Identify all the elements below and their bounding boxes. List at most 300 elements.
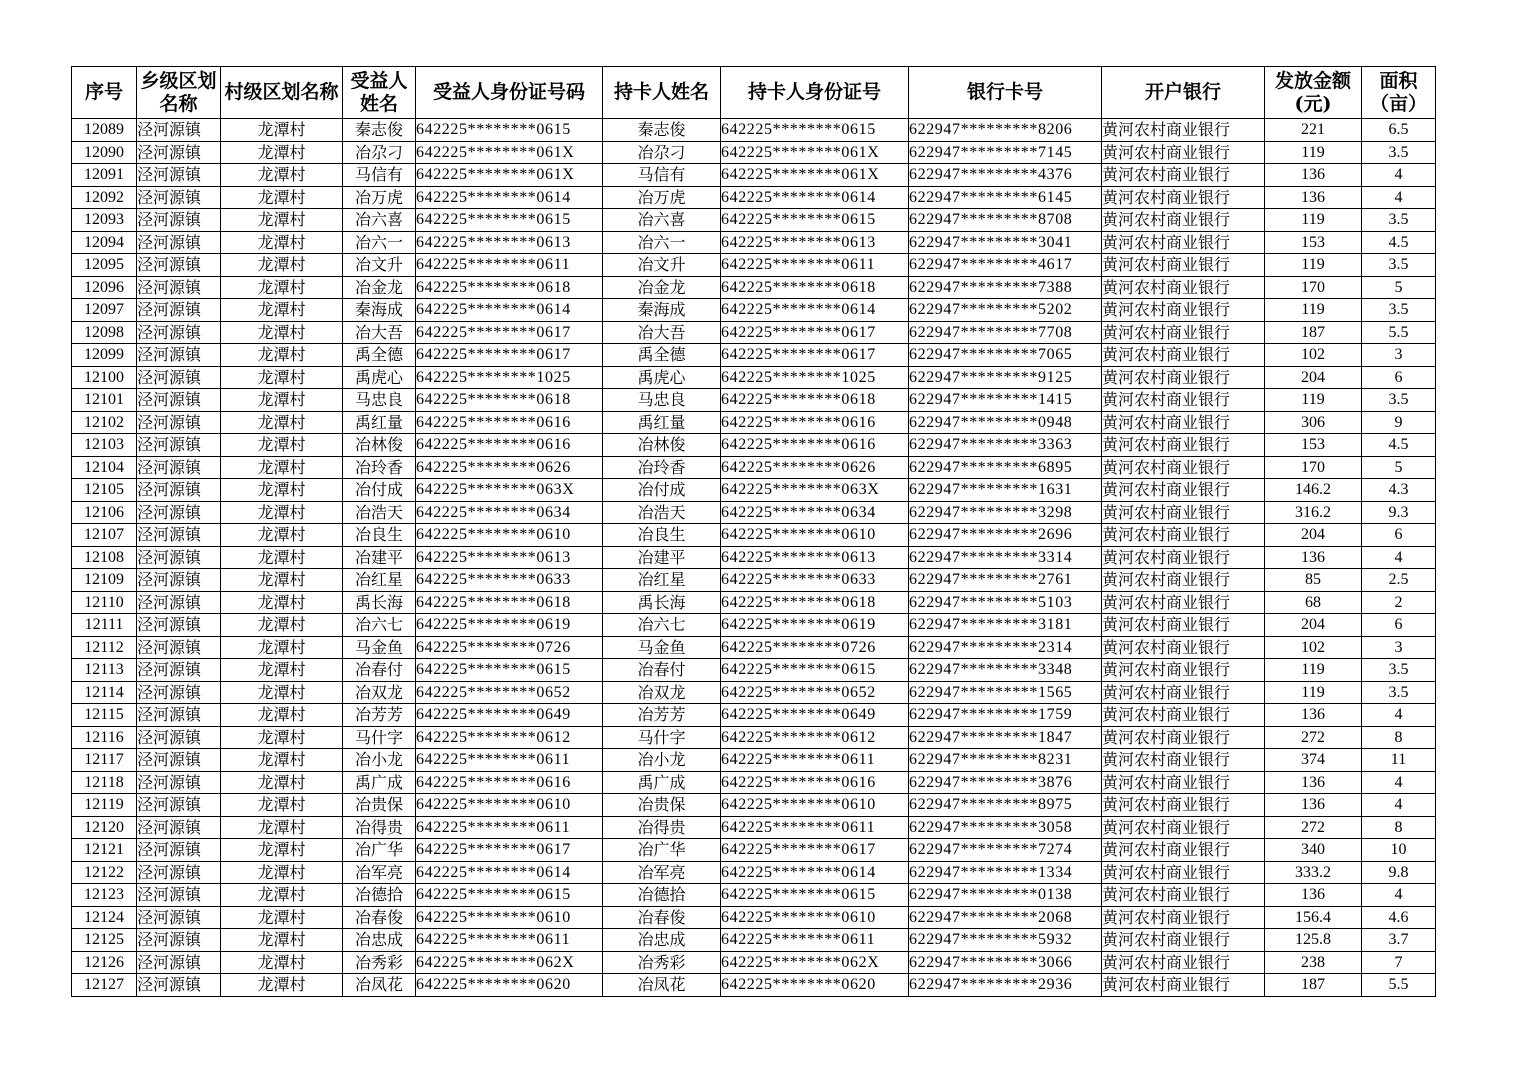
cell-town: 泾河源镇 — [137, 231, 221, 254]
table-row — [72, 209, 1436, 232]
cell-beneficiary-id: 642225********0616 — [416, 771, 603, 794]
cell-bank: 黄河农村商业银行 — [1102, 636, 1265, 659]
table-row — [72, 614, 1436, 637]
cell-cardholder-id: 642225********0610 — [721, 524, 909, 547]
cell-village: 龙潭村 — [221, 456, 343, 479]
cell-beneficiary-name: 冶广华 — [343, 839, 416, 862]
cell-amount: 333.2 — [1265, 861, 1362, 884]
cell-town: 泾河源镇 — [137, 839, 221, 862]
table-row — [72, 839, 1436, 862]
cell-cardholder-name: 冶红星 — [603, 569, 721, 592]
cell-amount: 170 — [1265, 456, 1362, 479]
cell-bank: 黄河农村商业银行 — [1102, 389, 1265, 412]
cell-village: 龙潭村 — [221, 726, 343, 749]
cell-village: 龙潭村 — [221, 659, 343, 682]
cell-area: 4 — [1362, 704, 1436, 727]
table-row — [72, 929, 1436, 952]
cell-seq: 12112 — [72, 636, 137, 659]
cell-cardholder-name: 禹全德 — [603, 344, 721, 367]
cell-cardholder-name: 冶林俊 — [603, 434, 721, 457]
cell-beneficiary-name: 冶小龙 — [343, 749, 416, 772]
cell-bank-card: 622947*********7388 — [909, 276, 1102, 299]
cell-seq: 12119 — [72, 794, 137, 817]
cell-beneficiary-id: 642225********0610 — [416, 794, 603, 817]
cell-bank: 黄河农村商业银行 — [1102, 884, 1265, 907]
cell-amount: 204 — [1265, 366, 1362, 389]
cell-village: 龙潭村 — [221, 276, 343, 299]
cell-beneficiary-id: 642225********0726 — [416, 636, 603, 659]
cell-amount: 306 — [1265, 411, 1362, 434]
cell-beneficiary-name: 冶六喜 — [343, 209, 416, 232]
cell-village: 龙潭村 — [221, 501, 343, 524]
cell-beneficiary-name: 冶贵保 — [343, 794, 416, 817]
cell-cardholder-id: 642225********0615 — [721, 119, 909, 142]
cell-cardholder-id: 642225********0611 — [721, 254, 909, 277]
cell-amount: 136 — [1265, 771, 1362, 794]
cell-beneficiary-name: 冶春付 — [343, 659, 416, 682]
cell-beneficiary-name: 禹广成 — [343, 771, 416, 794]
cell-cardholder-name: 冶春俊 — [603, 906, 721, 929]
cell-amount: 119 — [1265, 299, 1362, 322]
cell-area: 2 — [1362, 591, 1436, 614]
cell-bank: 黄河农村商业银行 — [1102, 839, 1265, 862]
table-row — [72, 164, 1436, 187]
cell-cardholder-name: 冶六一 — [603, 231, 721, 254]
cell-seq: 12097 — [72, 299, 137, 322]
cell-village: 龙潭村 — [221, 254, 343, 277]
cell-beneficiary-id: 642225********0612 — [416, 726, 603, 749]
cell-town: 泾河源镇 — [137, 816, 221, 839]
cell-seq: 12125 — [72, 929, 137, 952]
cell-cardholder-id: 642225********061X — [721, 164, 909, 187]
cell-area: 6 — [1362, 366, 1436, 389]
cell-cardholder-name: 冶良生 — [603, 524, 721, 547]
table-row — [72, 276, 1436, 299]
cell-bank: 黄河农村商业银行 — [1102, 344, 1265, 367]
cell-town: 泾河源镇 — [137, 929, 221, 952]
cell-town: 泾河源镇 — [137, 681, 221, 704]
cell-beneficiary-id: 642225********0615 — [416, 119, 603, 142]
cell-beneficiary-id: 642225********0614 — [416, 299, 603, 322]
cell-seq: 12126 — [72, 951, 137, 974]
table-row — [72, 389, 1436, 412]
cell-village: 龙潭村 — [221, 569, 343, 592]
cell-bank: 黄河农村商业银行 — [1102, 231, 1265, 254]
cell-cardholder-name: 冶双龙 — [603, 681, 721, 704]
cell-beneficiary-id: 642225********061X — [416, 141, 603, 164]
cell-cardholder-id: 642225********0613 — [721, 231, 909, 254]
cell-cardholder-id: 642225********0620 — [721, 974, 909, 997]
cell-village: 龙潭村 — [221, 524, 343, 547]
table-row — [72, 546, 1436, 569]
cell-bank: 黄河农村商业银行 — [1102, 591, 1265, 614]
cell-beneficiary-id: 642225********0615 — [416, 209, 603, 232]
table-row — [72, 344, 1436, 367]
cell-seq: 12109 — [72, 569, 137, 592]
cell-cardholder-id: 642225********0614 — [721, 299, 909, 322]
cell-beneficiary-id: 642225********0617 — [416, 344, 603, 367]
table-row — [72, 636, 1436, 659]
cell-town: 泾河源镇 — [137, 321, 221, 344]
cell-seq: 12093 — [72, 209, 137, 232]
cell-amount: 102 — [1265, 344, 1362, 367]
cell-cardholder-name: 冶春付 — [603, 659, 721, 682]
cell-beneficiary-name: 冶万虎 — [343, 186, 416, 209]
cell-beneficiary-id: 642225********0618 — [416, 276, 603, 299]
cell-cardholder-name: 冶六七 — [603, 614, 721, 637]
cell-cardholder-name: 禹虎心 — [603, 366, 721, 389]
cell-town: 泾河源镇 — [137, 299, 221, 322]
cell-beneficiary-id: 642225********0615 — [416, 884, 603, 907]
cell-cardholder-name: 冶浩天 — [603, 501, 721, 524]
cell-cardholder-name: 马金鱼 — [603, 636, 721, 659]
cell-amount: 85 — [1265, 569, 1362, 592]
cell-seq: 12094 — [72, 231, 137, 254]
cell-town: 泾河源镇 — [137, 209, 221, 232]
table-row — [72, 411, 1436, 434]
cell-beneficiary-name: 禹虎心 — [343, 366, 416, 389]
cell-bank-card: 622947*********6145 — [909, 186, 1102, 209]
cell-area: 9 — [1362, 411, 1436, 434]
cell-cardholder-name: 马信有 — [603, 164, 721, 187]
col-header-area: 面积（亩） — [1362, 67, 1436, 119]
cell-cardholder-id: 642225********0619 — [721, 614, 909, 637]
cell-village: 龙潭村 — [221, 681, 343, 704]
cell-town: 泾河源镇 — [137, 254, 221, 277]
cell-cardholder-name: 冶万虎 — [603, 186, 721, 209]
cell-bank-card: 622947*********8206 — [909, 119, 1102, 142]
cell-cardholder-name: 禹广成 — [603, 771, 721, 794]
cell-cardholder-name: 冶大吾 — [603, 321, 721, 344]
cell-cardholder-id: 642225********0611 — [721, 816, 909, 839]
cell-beneficiary-name: 马什字 — [343, 726, 416, 749]
cell-beneficiary-id: 642225********0619 — [416, 614, 603, 637]
cell-area: 10 — [1362, 839, 1436, 862]
cell-village: 龙潭村 — [221, 366, 343, 389]
table-row — [72, 254, 1436, 277]
cell-seq: 12122 — [72, 861, 137, 884]
cell-seq: 12105 — [72, 479, 137, 502]
cell-seq: 12117 — [72, 749, 137, 772]
cell-bank-card: 622947*********2068 — [909, 906, 1102, 929]
cell-beneficiary-id: 642225********0618 — [416, 591, 603, 614]
cell-amount: 125.8 — [1265, 929, 1362, 952]
cell-beneficiary-id: 642225********062X — [416, 951, 603, 974]
cell-area: 6.5 — [1362, 119, 1436, 142]
cell-cardholder-id: 642225********0634 — [721, 501, 909, 524]
cell-cardholder-name: 禹长海 — [603, 591, 721, 614]
cell-area: 4.3 — [1362, 479, 1436, 502]
cell-cardholder-id: 642225********0633 — [721, 569, 909, 592]
table-row — [72, 569, 1436, 592]
cell-cardholder-name: 冶建平 — [603, 546, 721, 569]
cell-area: 4 — [1362, 164, 1436, 187]
cell-bank: 黄河农村商业银行 — [1102, 141, 1265, 164]
cell-bank: 黄河农村商业银行 — [1102, 974, 1265, 997]
cell-village: 龙潭村 — [221, 749, 343, 772]
col-header-cardholder-name: 持卡人姓名 — [603, 67, 721, 119]
cell-amount: 170 — [1265, 276, 1362, 299]
cell-beneficiary-name: 冶付成 — [343, 479, 416, 502]
table-row — [72, 884, 1436, 907]
table-row — [72, 479, 1436, 502]
cell-amount: 119 — [1265, 254, 1362, 277]
cell-cardholder-name: 冶玲香 — [603, 456, 721, 479]
cell-cardholder-name: 秦海成 — [603, 299, 721, 322]
cell-cardholder-id: 642225********0615 — [721, 659, 909, 682]
cell-seq: 12091 — [72, 164, 137, 187]
cell-beneficiary-id: 642225********0611 — [416, 749, 603, 772]
cell-amount: 272 — [1265, 816, 1362, 839]
cell-bank: 黄河农村商业银行 — [1102, 861, 1265, 884]
cell-beneficiary-name: 冶凤花 — [343, 974, 416, 997]
cell-area: 4.5 — [1362, 434, 1436, 457]
cell-bank-card: 622947*********1631 — [909, 479, 1102, 502]
cell-area: 5 — [1362, 276, 1436, 299]
cell-cardholder-id: 642225********0615 — [721, 884, 909, 907]
cell-beneficiary-name: 冶六七 — [343, 614, 416, 637]
cell-village: 龙潭村 — [221, 479, 343, 502]
cell-beneficiary-name: 冶六一 — [343, 231, 416, 254]
cell-amount: 119 — [1265, 681, 1362, 704]
cell-village: 龙潭村 — [221, 839, 343, 862]
cell-amount: 136 — [1265, 884, 1362, 907]
cell-seq: 12096 — [72, 276, 137, 299]
cell-area: 9.8 — [1362, 861, 1436, 884]
cell-village: 龙潭村 — [221, 704, 343, 727]
cell-cardholder-name: 冶忠成 — [603, 929, 721, 952]
cell-town: 泾河源镇 — [137, 524, 221, 547]
cell-amount: 119 — [1265, 209, 1362, 232]
cell-bank-card: 622947*********6895 — [909, 456, 1102, 479]
cell-village: 龙潭村 — [221, 209, 343, 232]
cell-village: 龙潭村 — [221, 231, 343, 254]
cell-amount: 187 — [1265, 974, 1362, 997]
cell-town: 泾河源镇 — [137, 389, 221, 412]
cell-bank-card: 622947*********3314 — [909, 546, 1102, 569]
table-row — [72, 501, 1436, 524]
cell-cardholder-name: 冶尕刁 — [603, 141, 721, 164]
cell-village: 龙潭村 — [221, 636, 343, 659]
cell-amount: 136 — [1265, 794, 1362, 817]
cell-seq: 12101 — [72, 389, 137, 412]
cell-village: 龙潭村 — [221, 771, 343, 794]
cell-bank-card: 622947*********1847 — [909, 726, 1102, 749]
cell-seq: 12090 — [72, 141, 137, 164]
cell-beneficiary-name: 冶芳芳 — [343, 704, 416, 727]
cell-seq: 12106 — [72, 501, 137, 524]
cell-beneficiary-name: 冶秀彩 — [343, 951, 416, 974]
table-row — [72, 141, 1436, 164]
cell-bank: 黄河农村商业银行 — [1102, 186, 1265, 209]
cell-village: 龙潭村 — [221, 411, 343, 434]
cell-bank-card: 622947*********3041 — [909, 231, 1102, 254]
cell-beneficiary-id: 642225********0614 — [416, 861, 603, 884]
cell-seq: 12113 — [72, 659, 137, 682]
cell-cardholder-id: 642225********0617 — [721, 344, 909, 367]
col-header-cardholder-id: 持卡人身份证号 — [721, 67, 909, 119]
cell-cardholder-id: 642225********0618 — [721, 276, 909, 299]
cell-area: 3.5 — [1362, 209, 1436, 232]
cell-cardholder-id: 642225********0618 — [721, 389, 909, 412]
cell-bank: 黄河农村商业银行 — [1102, 119, 1265, 142]
cell-seq: 12114 — [72, 681, 137, 704]
cell-amount: 136 — [1265, 186, 1362, 209]
cell-beneficiary-name: 冶得贵 — [343, 816, 416, 839]
cell-town: 泾河源镇 — [137, 726, 221, 749]
cell-bank-card: 622947*********7708 — [909, 321, 1102, 344]
cell-beneficiary-name: 冶尕刁 — [343, 141, 416, 164]
cell-bank-card: 622947*********3363 — [909, 434, 1102, 457]
cell-amount: 238 — [1265, 951, 1362, 974]
cell-cardholder-id: 642225********0615 — [721, 209, 909, 232]
table-row — [72, 816, 1436, 839]
cell-bank-card: 622947*********2696 — [909, 524, 1102, 547]
cell-bank-card: 622947*********5932 — [909, 929, 1102, 952]
cell-village: 龙潭村 — [221, 321, 343, 344]
cell-bank: 黄河农村商业银行 — [1102, 456, 1265, 479]
cell-bank: 黄河农村商业银行 — [1102, 816, 1265, 839]
table-row — [72, 704, 1436, 727]
table-body — [72, 119, 1436, 997]
table-row — [72, 591, 1436, 614]
col-header-seq: 序号 — [72, 67, 137, 119]
col-header-bank-card: 银行卡号 — [909, 67, 1102, 119]
cell-beneficiary-name: 马忠良 — [343, 389, 416, 412]
cell-cardholder-id: 642225********0649 — [721, 704, 909, 727]
cell-beneficiary-id: 642225********0611 — [416, 816, 603, 839]
table-row — [72, 861, 1436, 884]
cell-town: 泾河源镇 — [137, 164, 221, 187]
cell-town: 泾河源镇 — [137, 884, 221, 907]
cell-bank: 黄河农村商业银行 — [1102, 906, 1265, 929]
cell-village: 龙潭村 — [221, 344, 343, 367]
cell-seq: 12108 — [72, 546, 137, 569]
cell-village: 龙潭村 — [221, 794, 343, 817]
cell-cardholder-name: 冶付成 — [603, 479, 721, 502]
cell-area: 3.5 — [1362, 141, 1436, 164]
cell-beneficiary-id: 642225********0652 — [416, 681, 603, 704]
cell-area: 7 — [1362, 951, 1436, 974]
cell-cardholder-name: 冶军亮 — [603, 861, 721, 884]
cell-cardholder-name: 冶得贵 — [603, 816, 721, 839]
cell-cardholder-name: 冶德拾 — [603, 884, 721, 907]
cell-beneficiary-id: 642225********0614 — [416, 186, 603, 209]
cell-amount: 119 — [1265, 659, 1362, 682]
cell-cardholder-id: 642225********0610 — [721, 794, 909, 817]
table-row — [72, 456, 1436, 479]
cell-beneficiary-name: 冶大吾 — [343, 321, 416, 344]
cell-seq: 12092 — [72, 186, 137, 209]
table-row — [72, 434, 1436, 457]
cell-amount: 68 — [1265, 591, 1362, 614]
cell-village: 龙潭村 — [221, 119, 343, 142]
cell-village: 龙潭村 — [221, 164, 343, 187]
cell-area: 4.5 — [1362, 231, 1436, 254]
cell-amount: 136 — [1265, 546, 1362, 569]
cell-cardholder-id: 642225********0613 — [721, 546, 909, 569]
cell-area: 3.5 — [1362, 389, 1436, 412]
cell-beneficiary-id: 642225********0616 — [416, 434, 603, 457]
cell-town: 泾河源镇 — [137, 546, 221, 569]
cell-beneficiary-name: 冶春俊 — [343, 906, 416, 929]
cell-cardholder-id: 642225********0611 — [721, 749, 909, 772]
cell-bank-card: 622947*********4617 — [909, 254, 1102, 277]
cell-area: 5.5 — [1362, 321, 1436, 344]
cell-bank: 黄河农村商业银行 — [1102, 411, 1265, 434]
cell-bank: 黄河农村商业银行 — [1102, 771, 1265, 794]
cell-cardholder-name: 冶金龙 — [603, 276, 721, 299]
cell-village: 龙潭村 — [221, 141, 343, 164]
cell-bank-card: 622947*********7274 — [909, 839, 1102, 862]
cell-cardholder-name: 冶芳芳 — [603, 704, 721, 727]
cell-bank: 黄河农村商业银行 — [1102, 951, 1265, 974]
cell-bank: 黄河农村商业银行 — [1102, 479, 1265, 502]
cell-cardholder-name: 马忠良 — [603, 389, 721, 412]
cell-bank: 黄河农村商业银行 — [1102, 659, 1265, 682]
cell-bank: 黄河农村商业银行 — [1102, 929, 1265, 952]
cell-village: 龙潭村 — [221, 929, 343, 952]
cell-amount: 102 — [1265, 636, 1362, 659]
cell-cardholder-name: 马什字 — [603, 726, 721, 749]
table-row — [72, 321, 1436, 344]
cell-beneficiary-name: 冶建平 — [343, 546, 416, 569]
table-row — [72, 681, 1436, 704]
table-row — [72, 771, 1436, 794]
cell-area: 5.5 — [1362, 974, 1436, 997]
col-header-beneficiary-id: 受益人身份证号码 — [416, 67, 603, 119]
table-row — [72, 726, 1436, 749]
table-row — [72, 366, 1436, 389]
cell-amount: 153 — [1265, 231, 1362, 254]
cell-town: 泾河源镇 — [137, 861, 221, 884]
cell-beneficiary-id: 642225********0618 — [416, 389, 603, 412]
cell-beneficiary-id: 642225********0613 — [416, 546, 603, 569]
cell-cardholder-id: 642225********0652 — [721, 681, 909, 704]
cell-seq: 12118 — [72, 771, 137, 794]
col-header-amount: 发放金额(元) — [1265, 67, 1362, 119]
col-header-bank: 开户银行 — [1102, 67, 1265, 119]
cell-beneficiary-id: 642225********0610 — [416, 906, 603, 929]
cell-area: 3.5 — [1362, 254, 1436, 277]
cell-cardholder-id: 642225********0616 — [721, 411, 909, 434]
cell-beneficiary-name: 冶玲香 — [343, 456, 416, 479]
cell-bank-card: 622947*********1565 — [909, 681, 1102, 704]
subsidy-roster-table — [71, 66, 1436, 997]
cell-cardholder-name: 冶文升 — [603, 254, 721, 277]
header-row — [72, 67, 1436, 119]
cell-town: 泾河源镇 — [137, 569, 221, 592]
cell-area: 11 — [1362, 749, 1436, 772]
cell-town: 泾河源镇 — [137, 906, 221, 929]
cell-town: 泾河源镇 — [137, 344, 221, 367]
cell-cardholder-name: 冶贵保 — [603, 794, 721, 817]
cell-town: 泾河源镇 — [137, 119, 221, 142]
cell-beneficiary-id: 642225********0611 — [416, 929, 603, 952]
table-row — [72, 524, 1436, 547]
cell-cardholder-id: 642225********0616 — [721, 771, 909, 794]
cell-amount: 272 — [1265, 726, 1362, 749]
cell-cardholder-name: 冶六喜 — [603, 209, 721, 232]
cell-amount: 204 — [1265, 524, 1362, 547]
cell-seq: 12127 — [72, 974, 137, 997]
cell-area: 4 — [1362, 794, 1436, 817]
cell-cardholder-id: 642225********0617 — [721, 321, 909, 344]
table-row — [72, 119, 1436, 142]
cell-cardholder-id: 642225********1025 — [721, 366, 909, 389]
cell-beneficiary-id: 642225********0611 — [416, 254, 603, 277]
cell-village: 龙潭村 — [221, 816, 343, 839]
